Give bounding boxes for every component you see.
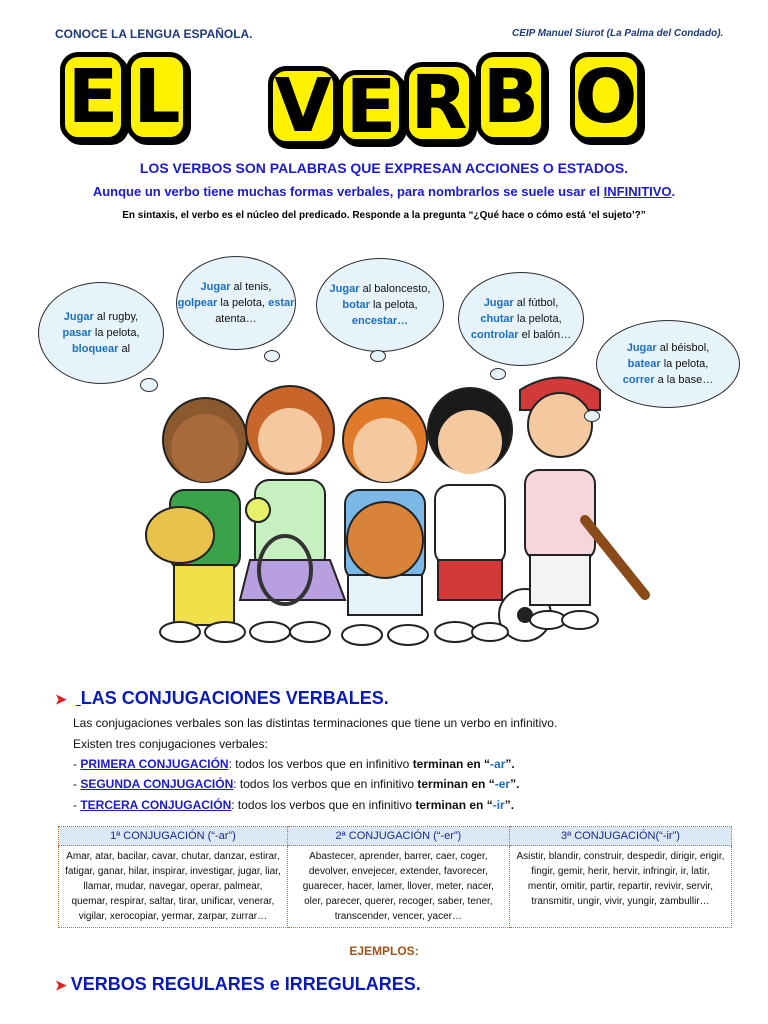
cloud-puff	[264, 350, 280, 362]
cloud-puff	[370, 350, 386, 362]
table-cell: Amar, atar, bacilar, cavar, chutar, danzar, estirar, fatigar, ganar, hilar, inspirar, investigar, jugar, liar, llamar, mudar, navegar, operar, palmear, quemar, respirar, saltar, tirar, unificar, venerar, vigilar, xerocopiar, yermar, zarpar, zurrar…	[59, 846, 288, 928]
header-left: CONOCE LA LENGUA ESPAÑOLA.	[55, 27, 253, 41]
table-cell: Asistir, blandir, construir, despedir, dirigir, erigir, fingir, gemir, herir, hervir, infringir, ir, latir, mentir, omitir, partir, repartir, revivir, servir, transmitir, ungir, vivir, yungir, zambullir…	[509, 846, 731, 928]
thought-cloud-rugby: Jugar al rugby, pasar la pelota, bloquear al	[38, 282, 164, 384]
title-letter: L	[126, 52, 188, 142]
conjugation-item-1: - PRIMERA CONJUGACIÓN: todos los verbos que en infinitivo terminan en “-ar”.	[73, 757, 515, 771]
cloud-puff	[140, 378, 158, 392]
title-letter: E	[60, 52, 126, 142]
thought-cloud-basketball: Jugar al baloncesto, botar la pelota, encestar…	[316, 258, 444, 352]
cloud-puff	[584, 410, 600, 422]
title-letter: R	[404, 62, 474, 144]
section-title-regulares: ➤ VERBOS REGULARES e IRREGULARES.	[55, 974, 421, 994]
arrow-bullet-icon: ➤	[55, 977, 67, 993]
conjugation-item-2: - SEGUNDA CONJUGACIÓN: todos los verbos que en infinitivo terminan en “-er”.	[73, 777, 520, 791]
primera-conjugacion-link: PRIMERA CONJUGACIÓN	[80, 757, 229, 771]
title-letter: V	[268, 66, 338, 146]
intro-line-3: En sintaxis, el verbo es el núcleo del predicado. Responde a la pregunta “¿Qué hace o cómo está ‘el sujeto’?”	[122, 210, 646, 221]
header-right: CEIP Manuel Siurot (La Palma del Condado).	[512, 28, 724, 39]
kid-tennis	[240, 386, 345, 642]
conjugations-table	[58, 826, 732, 928]
conjugaciones-intro: Las conjugaciones verbales son las distintas terminaciones que tiene un verbo en infinitivo.	[73, 716, 558, 730]
table-cell: Abastecer, aprender, barrer, caer, coger, devolver, envejecer, extender, favorecer, guarecer, hacer, lamer, llover, meter, nacer, oler, parecer, querer, recoger, saber, tener, transcender, vencer, yacer…	[287, 846, 509, 928]
intro-line-1: LOS VERBOS SON PALABRAS QUE EXPRESAN ACCIONES O ESTADOS.	[139, 160, 629, 176]
title-letter: O	[570, 52, 642, 142]
segunda-conjugacion-link: SEGUNDA CONJUGACIÓN	[80, 777, 234, 791]
title-letter: E	[338, 70, 404, 144]
conjugaciones-count: Existen tres conjugaciones verbales:	[73, 737, 268, 751]
section-title-conjugaciones: ➤ LAS CONJUGACIONES VERBALES.	[55, 688, 389, 708]
infinitivo-link: INFINITIVO	[603, 184, 672, 199]
examples-label: EJEMPLOS:	[349, 944, 419, 958]
kids-illustration	[130, 370, 660, 670]
kid-basketball	[342, 398, 428, 645]
intro-line-2: Aunque un verbo tiene muchas formas verbales, para nombrarlos se suele usar el INFINITIVO.	[92, 184, 676, 199]
thought-cloud-tennis: Jugar al tenis, golpear la pelota, estar atenta…	[176, 256, 296, 350]
table-header: 2ª CONJUGACIÓN (“-er”)	[287, 827, 509, 846]
arrow-bullet-icon: ➤	[55, 691, 67, 707]
table-header: 1ª CONJUGACIÓN (“-ar”)	[59, 827, 288, 846]
kid-rugby	[146, 398, 247, 642]
kid-baseball	[520, 378, 645, 630]
tercera-conjugacion-link: TERCERA CONJUGACIÓN	[80, 798, 232, 812]
title-letter: B	[476, 52, 546, 142]
thought-cloud-baseball: Jugar al béisbol, batear la pelota, correr a la base…	[596, 320, 740, 408]
cloud-puff	[490, 368, 506, 380]
table-header: 3ª CONJUGACIÓN(“-ir”)	[509, 827, 731, 846]
conjugation-item-3: - TERCERA CONJUGACIÓN: todos los verbos que en infinitivo terminan en “-ir”.	[73, 798, 515, 812]
thought-cloud-soccer: Jugar al fútbol, chutar la pelota, controlar el balón…	[458, 272, 584, 366]
